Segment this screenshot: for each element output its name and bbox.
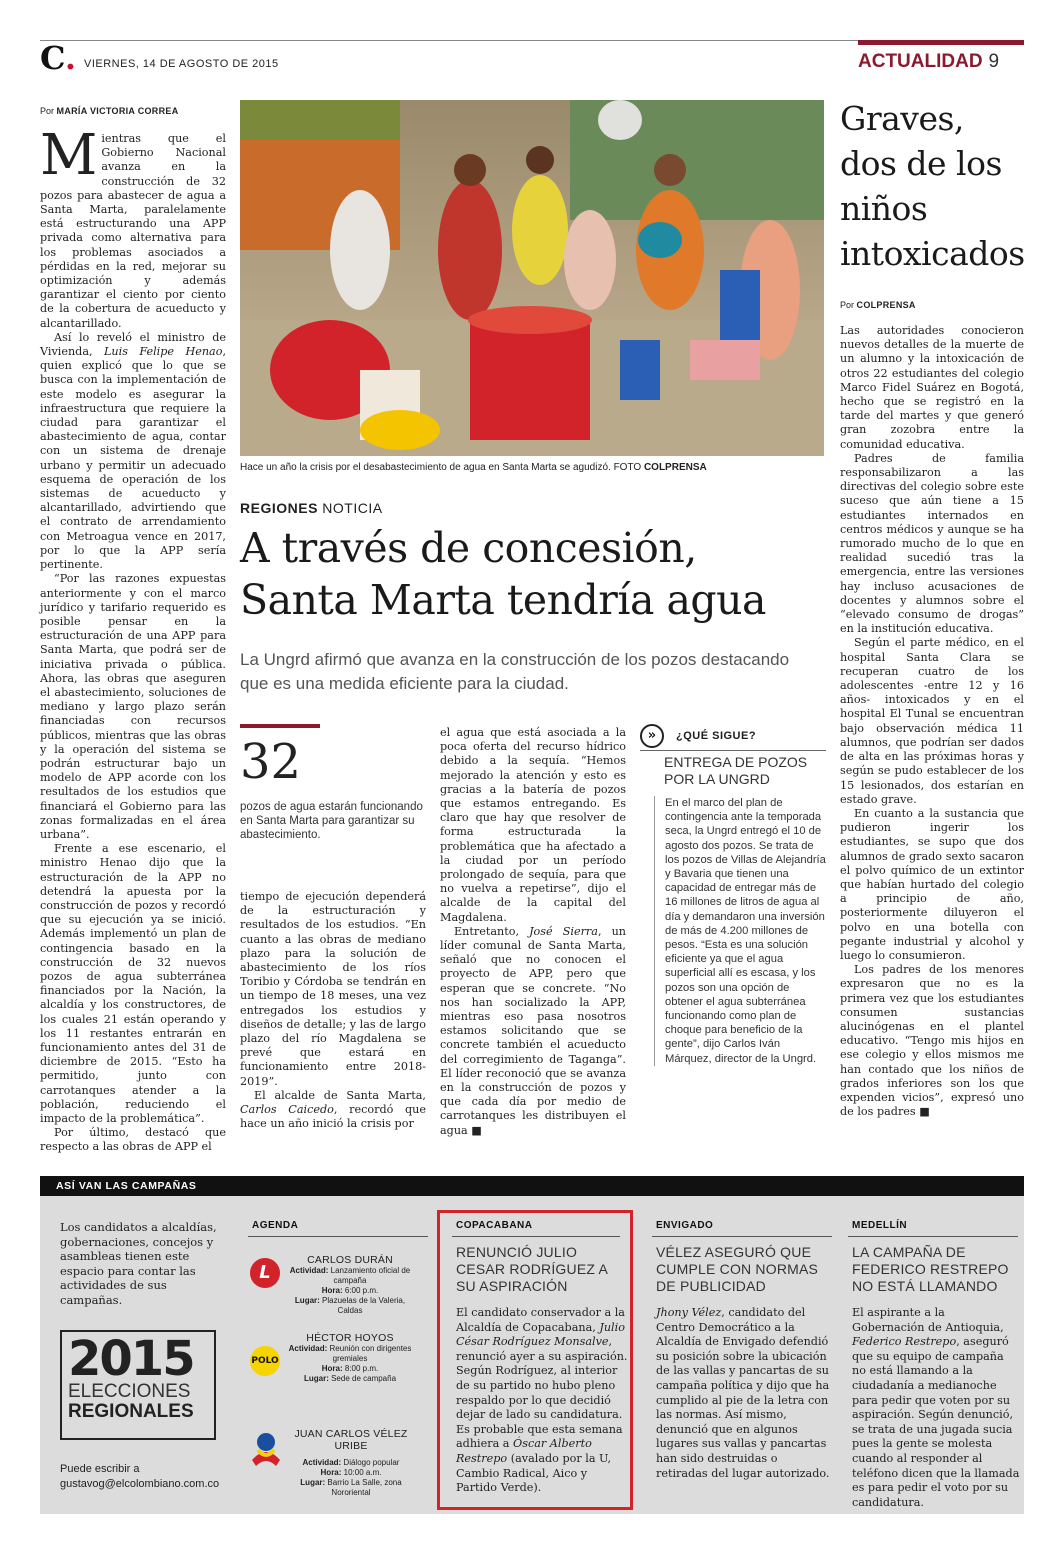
side-article-body: Las autoridades conocieron nuevos detalles de la muerte de un alumno y la intoxicación de otros 22 estudiantes del colegio Marco Fidel Suárez en Bogotá, hecho que se registró en la tarde del martes y que generó gran zozobra entre la comunidad educativa. Padres de familia responsabilizaron a las directivas del colegio sobre este suceso que aún tiene a 15 estudiantes internados en centros médicos y aunque se ha rumorado mucho de lo que en realidad sucedió tras la emergencia, entre las versiones hay incluso acusaciones de docentes y alumnos sobre el “elevado consumo de drogas” en la institución educativa. Según el parte médico, en el hospital Santa Clara se recuperan cuatro de los adolescentes -entre 12 y 16 años- intoxicados y en el hospital El Tunal se encuentran bajo observación médica 11 alumnos, que podrían ser dados de alta en las próximas horas y según se pudo establecer de los 15 lesionados, dos estarían en estado grave. En cuanto a la sustancia que pudieron ingerir los estudiantes, se supo que dos alumnos de grado sexto sacaron el polvo químico de un extintor que habían hurtado del colegio a principio de año, posteriormente diluyeron el polvo en una botella con pegante industrial y alcohol y luego lo consumieron. Los padres de los menores expresaron que no es la primera vez que los estudiantes consumen sustancias alucinógenas en el plantel educativo. “Tengo mis hijos en ese colegio y ellos mismos me han contado que los niños de grados inferiores son los que expenden vicios”, expresó uno de los padres ■ xyxy=(840,324,1024,1119)
main-headline: A través de concesión, Santa Marta tendría agua xyxy=(240,524,766,624)
left-byline: Por MARÍA VICTORIA CORREA xyxy=(40,106,179,116)
double-chevron-icon: » xyxy=(640,724,664,748)
party-logo-centro-democratico xyxy=(248,1430,284,1470)
side-byline: Por COLPRENSA xyxy=(840,300,916,310)
envigado-body: Jhony Vélez, candidato del Centro Democrático a la Alcaldía de Envigado defendió su posición sobre la ubicación de las vallas y pancartas de su campaña política y dijo que ha cumplido al pie de la letra con las normas. Así mismo, denunció que en algunos lugares sus vallas y pancartas han sido destruidas o retiradas del lugar autorizado. xyxy=(656,1306,830,1480)
party-logo-liberal: L xyxy=(250,1258,280,1288)
contact-info: Puede escribir a gustavog@elcolombiano.com.co xyxy=(60,1462,240,1492)
copacabana-rule xyxy=(452,1236,620,1237)
que-sigue-label: ¿QUÉ SIGUE? xyxy=(676,730,757,742)
article-kicker: REGIONES NOTICIA xyxy=(240,500,383,516)
photo-caption: Hace un año la crisis por el desabastecimiento de agua en Santa Marta se agudizó. FOTO COLPRENSA xyxy=(240,462,707,473)
que-sigue-body: En el marco del plan de contingencia ante la temporada seca, la Ungrd entregó el 10 de agosto dos pozos. Se trata de los pozos de Villas de Alejandría y Bavaria que tienen una capacidad de entregar más de 16 millones de litros de agua al día y demandaron una inversión de más de 4.200 millones de pesos. “Esta es una solución eficiente ya que el agua superficial allí es escasa, y los pozos son una opción de obtener el agua subterránea funcionando como plan de choque para beneficio de la gente”, dijo Carlos Iván Márquez, director de la Ungrd. xyxy=(654,796,826,1066)
copacabana-title: RENUNCIÓ JULIO CESAR RODRÍGUEZ A SU ASPIRACIÓN xyxy=(456,1244,608,1294)
copacabana-label: COPACABANA xyxy=(456,1220,533,1231)
main-article-col3: el agua que está asociada a la poca oferta del recurso hídrico debido a la sequía. “Hemos mejorado la atención y esto es gracias a la batería de pozos que estamos entregando. Es claro que hay que resolver de forma estructurada la problemática que ha afectado a la ciudad por un período prolongado de sequía, para que no vuelva a repetirse”, dijo el alcalde de la capital del Magdalena. Entretanto, José Sierra, un líder comunal de Santa Marta, señaló que no conocen el proyecto de APP, pero que esperan que se concrete. “No nos han socializado la APP, mientras eso pasa nosotros estamos solicitando que se concrete también el acueducto del corregimiento de Taganga”. El líder reconoció que se avanza en la construcción de pozos y que cada día por medio de carrotanques les distribuyen el agua ■ xyxy=(440,726,626,1137)
side-headline: Graves, dos de los niños intoxicados xyxy=(840,99,1025,273)
big-number: 32 xyxy=(240,734,302,790)
issue-date: VIERNES, 14 DE AGOSTO DE 2015 xyxy=(84,58,279,70)
agenda-item: HÉCTOR HOYOS Actividad: Reunión con dirigentes gremiales Hora: 8:00 p.m. Lugar: Sede de campaña xyxy=(288,1332,412,1383)
contact-email[interactable]: gustavog@elcolombiano.com.co xyxy=(60,1478,220,1490)
drop-cap: M xyxy=(40,123,98,188)
main-article-col2: tiempo de ejecución dependerá de la estructuración y resultados de los estudios. “En cuanto a las obras de mediano plazo para la solución de abastecimiento de los ríos Toribio y Córdoba se tendrán en un tiempo de 18 meses, una vez entregados los estudios y diseños de detalle; y las de largo plazo del río Magdalena se prevé que estará en funcionamiento entre 2018-2019”. El alcalde de Santa Marta, Carlos Caicedo, recordó que hace un año inició la crisis por xyxy=(240,890,427,1131)
envigado-rule xyxy=(652,1236,832,1237)
que-sigue-title: ENTREGA DE POZOS POR LA UNGRD xyxy=(664,754,808,787)
left-article-body: Mientras que el Gobierno Nacional avanza en la construcción de 32 pozos para abastecer de agua a Santa Marta, paralelamente está estructurando una APP privada como alternativa para los problemas asociados a pérdidas en la red, mejorar su optimización y además garantizar el ciento por ciento de la cobertura de acueducto y alcantarillado. Así lo reveló el ministro de Vivienda, Luis Felipe Henao, quien explicó que lo que se busca con la implementación de este modelo es asegurar la infraestructura que requiere la ciudad para garantizar el abastecimiento de agua, contar con un sistema de drenaje urbano y permitir un adecuado esquema de operación de los sistemas de acueducto y alcantarillado, advirtiendo que el contrato de arrendamiento con Metroagua vence en 2017, por lo que la APP sería pertinente. “Por las razones expuestas anteriormente y con el marco jurídico y tarifario requerido es posible pensar en la estructuración de una APP para Santa Marta, que podrá ser de iniciativa privada o pública. Ahora, las obras que aseguren el abastecimiento, soluciones de mediano y largo plazo serán financiadas con recursos públicos, mientras que las obras y la operación del sistema se podrán estructurar bajo un modelo de APP acorde con los resultados de los estudios que financiará el Gobierno para las zonas formalizadas en el área urbana”. Frente a ese escenario, el ministro Henao dijo que la estructuración de la APP no detendrá la apuesta por la construcción de pozos y recordó que su ejecución ya se inició. Además implementó un plan de contingencia basado en la construcción de 32 nuevos pozos de agua subterránea financiados por la Nación, la alcaldía y los constructores, de los cuales 21 están operando y los 11 restantes entrarán en funcionamiento antes del 31 de diciembre de 2015. “Esto ha permitido, junto con carrotanques atender a la población, reduciendo el impacto de la problemática”. Por último, destacó que respecto a las obras de APP el xyxy=(40,123,226,1154)
newspaper-logo: C. xyxy=(40,39,77,77)
envigado-label: ENVIGADO xyxy=(656,1220,714,1231)
elections-2015-logo: 2015 ELECCIONES REGIONALES xyxy=(60,1330,216,1440)
agenda-label: AGENDA xyxy=(252,1220,299,1231)
agenda-item: JUAN CARLOS VÉLEZ URIBE Actividad: Diálogo popular Hora: 10:00 a.m. Lugar: Barrio La Salle, zona Nororiental xyxy=(294,1428,408,1497)
page-number: 9 xyxy=(988,51,1000,72)
copacabana-body: El candidato conservador a la Alcaldía de Copacabana, Julio César Rodríguez Monsalve, renunció ayer a su aspiración. Según Rodríguez, al interior de su partido no hubo pleno respaldo por lo que decidió dejar de lado su candidatura. Es probable que esta semana adhiera a Óscar Alberto Restrepo (avalado por la U, Cambio Radical, Aico y Partido Verde). xyxy=(456,1306,628,1495)
agenda-item: CARLOS DURÁN Actividad: Lanzamiento oficial de campaña Hora: 6:00 p.m. Lugar: Plazuelas de la Valeria, Caldas xyxy=(289,1254,411,1315)
campaigns-intro: Los candidatos a alcaldías, gobernaciones, concejos y asambleas tienen este espacio para contar las actividades de sus campañas. xyxy=(60,1220,217,1307)
section-label: ACTUALIDAD 9 xyxy=(858,40,1024,72)
end-mark: ■ xyxy=(919,1105,930,1119)
article-photo xyxy=(240,100,824,456)
medellin-title: LA CAMPAÑA DE FEDERICO RESTREPO NO ESTÁ LLAMANDO xyxy=(852,1244,1009,1294)
article-deck: La Ungrd afirmó que avanza en la construcción de los pozos destacando que es una medida eficiente para la ciudad. xyxy=(240,650,790,693)
medellin-label: MEDELLÍN xyxy=(852,1220,908,1231)
number-accent-rule xyxy=(240,724,320,728)
party-logo-polo: POLO xyxy=(250,1346,280,1376)
envigado-title: VÉLEZ ASEGURÓ QUE CUMPLE CON NORMAS DE PUBLICIDAD xyxy=(656,1244,819,1294)
end-mark: ■ xyxy=(471,1123,482,1137)
big-number-text: pozos de agua estarán funcionando en Santa Marta para garantizar su abastecimiento. xyxy=(240,801,423,841)
agenda-rule xyxy=(248,1236,428,1237)
campaigns-bar: ASÍ VAN LAS CAMPAÑAS xyxy=(40,1176,1024,1196)
medellin-body: El aspirante a la Gobernación de Antioquia, Federico Restrepo, aseguró que su equipo de campaña no está llamando a la ciudadanía a medianoche para pedir que voten por su aspiración. Según denunció, se trata de una jugada sucia pues la gente se molesta cuando al responder al teléfono dicen que la llamada es para pedir el voto por su candidatura. xyxy=(852,1306,1020,1509)
medellin-rule xyxy=(848,1236,1018,1237)
